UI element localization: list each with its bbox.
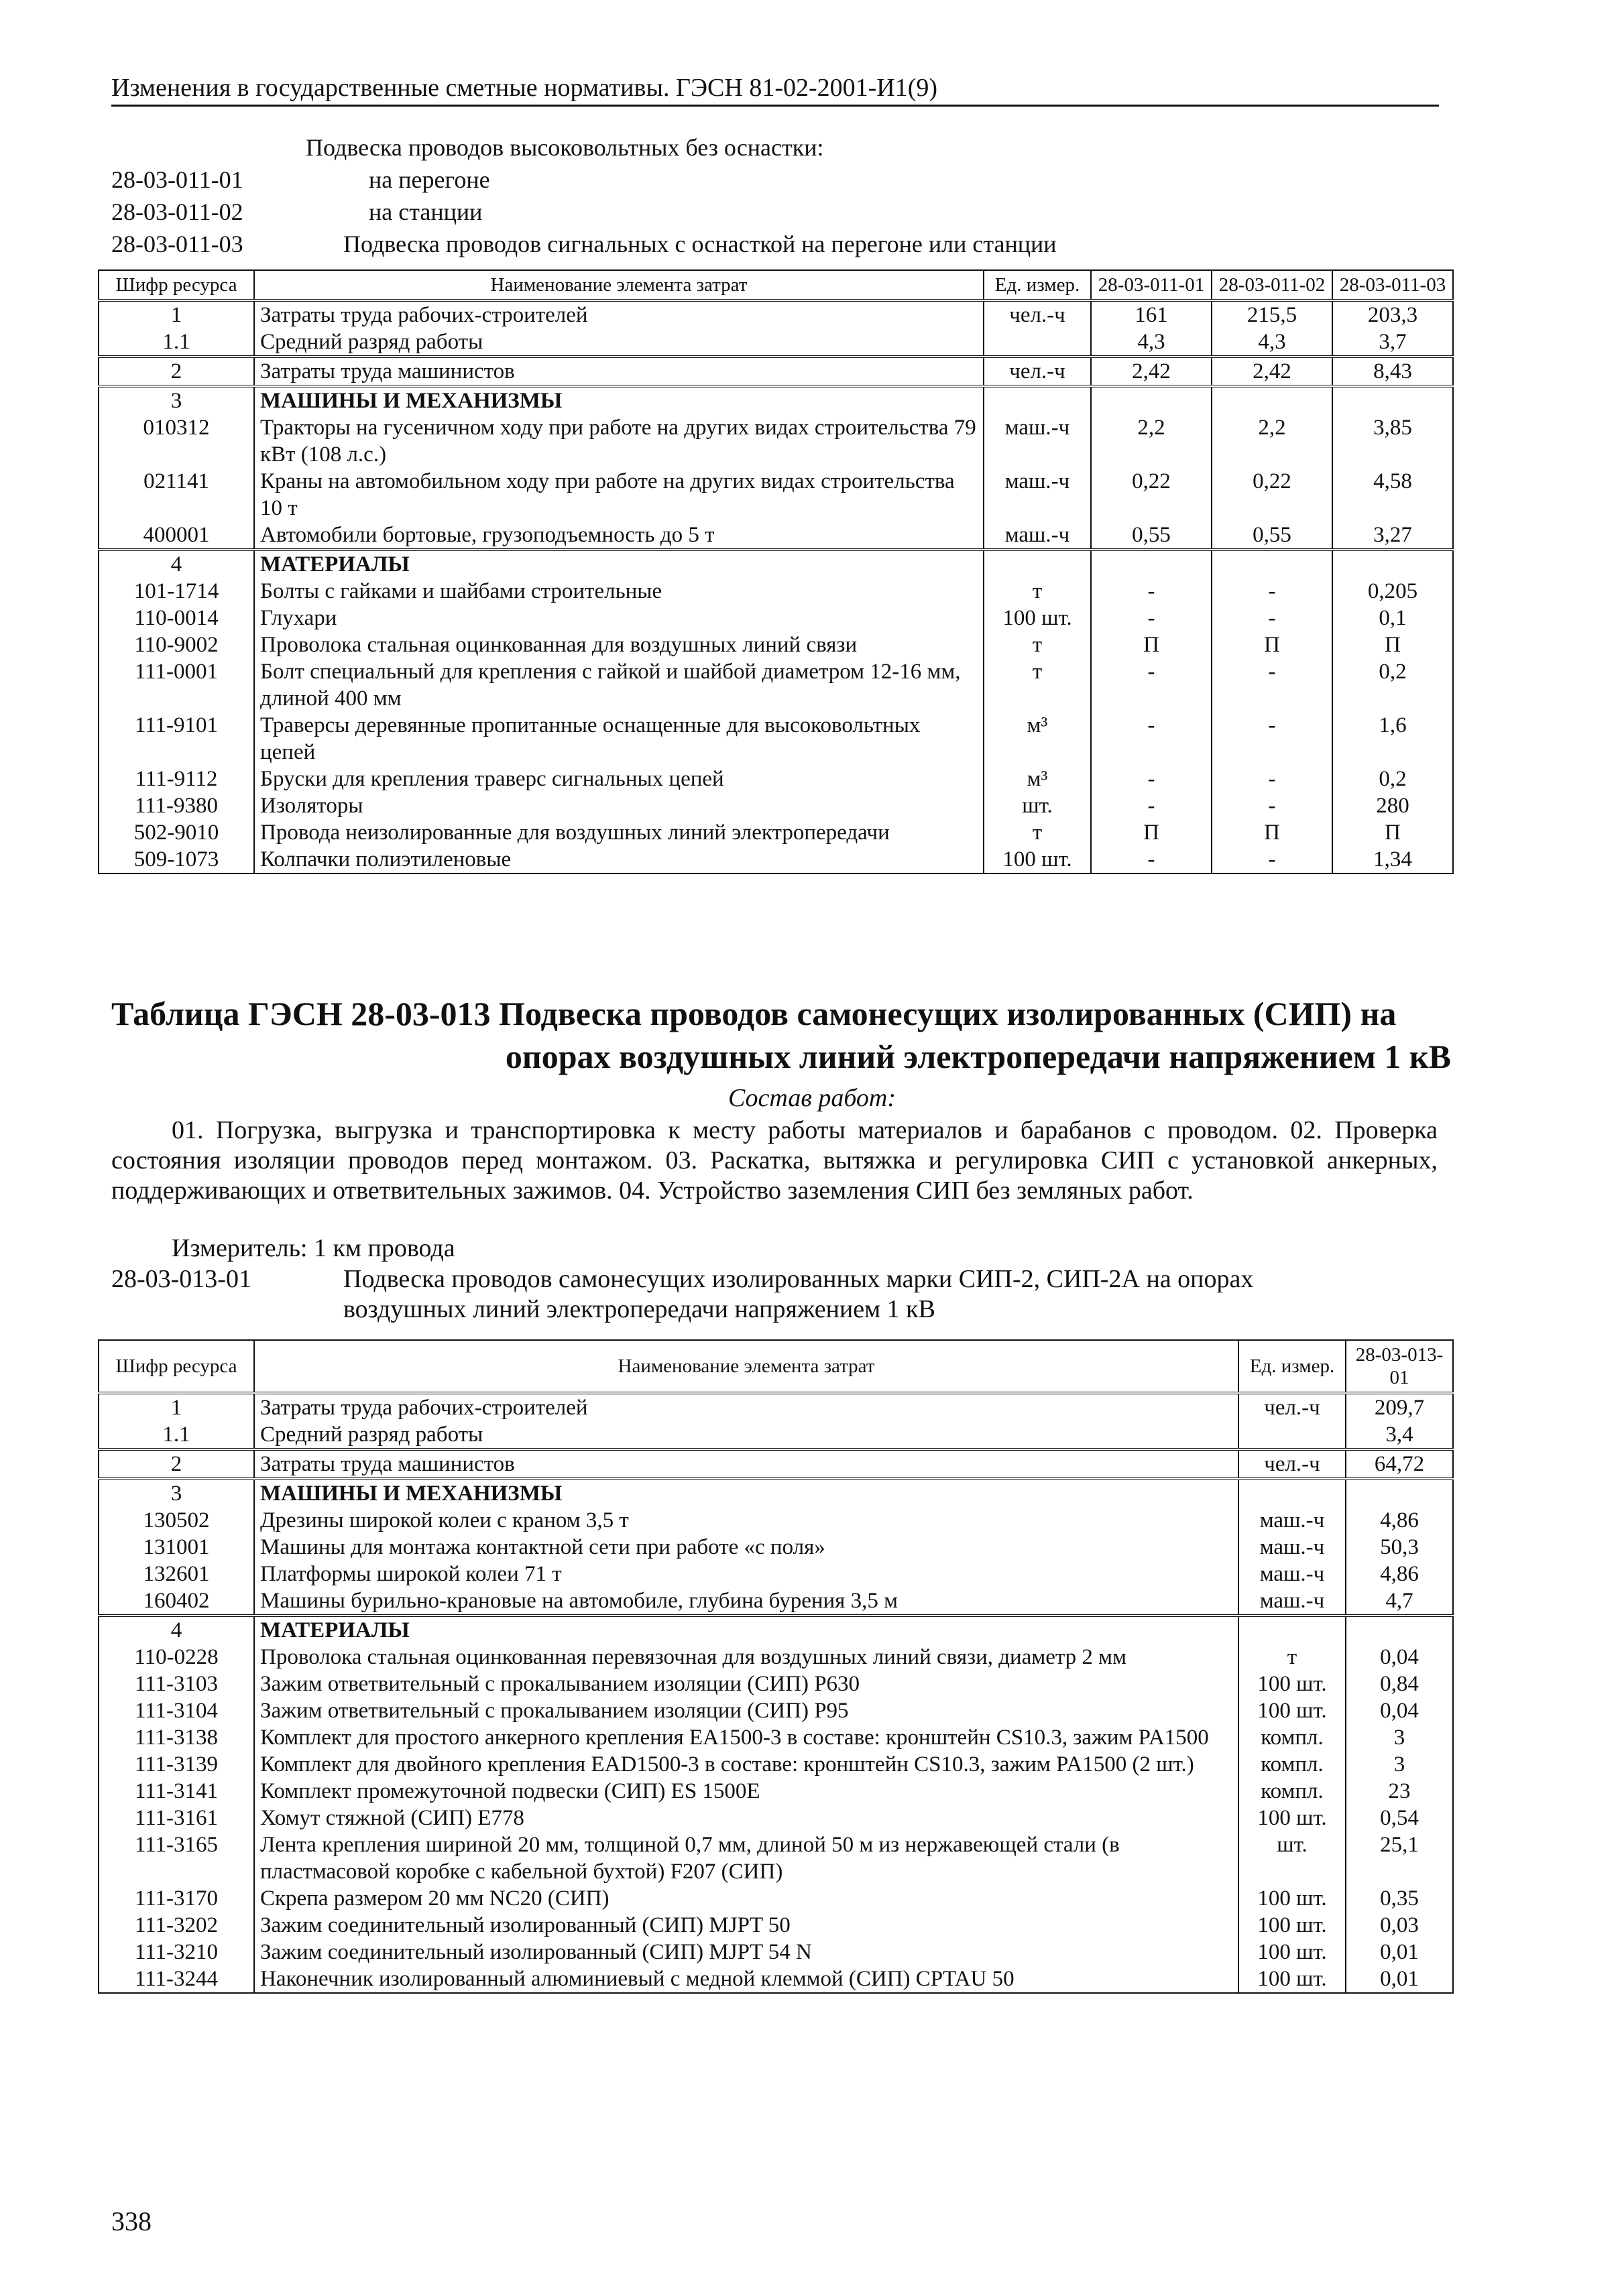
cell-code: 2	[99, 357, 254, 386]
cell-name: Зажим соединительный изолированный (СИП) MJPT 50	[254, 1912, 1238, 1939]
cell-value-3: 1,6	[1332, 712, 1453, 766]
resource-table-2	[98, 1339, 1454, 1994]
cell-unit	[1238, 1421, 1346, 1449]
cell-name: Комплект для простого анкерного крепления EA1500-3 в составе: кронштейн CS10.3, зажим PA1500	[254, 1724, 1238, 1751]
cell-value-2: -	[1212, 766, 1332, 792]
cell-value-1: 0,22	[1091, 468, 1212, 522]
cell-code: 110-0228	[99, 1644, 254, 1671]
cell-code: 111-3170	[99, 1885, 254, 1912]
cell-unit: компл.	[1238, 1724, 1346, 1751]
table-row	[99, 1507, 1453, 1534]
cell-code: 1	[99, 1393, 254, 1421]
cell-value-2: -	[1212, 658, 1332, 712]
cell-value-3: 280	[1332, 792, 1453, 819]
cell-code: 111-9112	[99, 766, 254, 792]
table-row	[99, 468, 1453, 522]
cell-code: 4	[99, 550, 254, 578]
cell-code: 1	[99, 300, 254, 328]
table-row	[99, 712, 1453, 766]
cell-unit: 100 шт.	[1238, 1671, 1346, 1697]
cell-unit: маш.-ч	[984, 414, 1091, 468]
cell-unit: компл.	[1238, 1751, 1346, 1778]
cell-value-1: 50,3	[1346, 1534, 1453, 1561]
table-row	[99, 300, 1453, 328]
cell-name: Затраты труда рабочих-строителей	[254, 1393, 1238, 1421]
cell-value-1: 3	[1346, 1724, 1453, 1751]
cell-value-3: П	[1332, 819, 1453, 846]
table-row	[99, 386, 1453, 414]
cell-value-1: 0,54	[1346, 1805, 1453, 1831]
cell-name: Дрезины широкой колеи с краном 3,5 т	[254, 1507, 1238, 1534]
title-line-2: опорах воздушных линий электропередачи напряжением 1 кВ	[505, 1038, 1451, 1075]
table-row	[99, 766, 1453, 792]
cell-code: 110-0014	[99, 605, 254, 631]
cell-value-3	[1332, 550, 1453, 578]
composition-label: Состав работ:	[728, 1084, 896, 1112]
cell-unit: м³	[984, 712, 1091, 766]
cell-name: МАТЕРИАЛЫ	[254, 550, 984, 578]
cell-name: Траверсы деревянные пропитанные оснащенные для высоковольтных цепей	[254, 712, 984, 766]
cell-unit: маш.-ч	[984, 522, 1091, 550]
cell-value-2: 2,42	[1212, 357, 1332, 386]
cell-name: Тракторы на гусеничном ходу при работе на других видах строительства 79 кВт (108 л.с.)	[254, 414, 984, 468]
cell-name: Провода неизолированные для воздушных линий электропередачи	[254, 819, 984, 846]
cell-name: Зажим соединительный изолированный (СИП) MJPT 54 N	[254, 1939, 1238, 1966]
cell-code: 111-9380	[99, 792, 254, 819]
table-row	[99, 658, 1453, 712]
cell-unit: 100 шт.	[984, 846, 1091, 873]
cell-unit: маш.-ч	[1238, 1507, 1346, 1534]
cell-value-1: 4,7	[1346, 1587, 1453, 1616]
cell-value-1: -	[1091, 578, 1212, 605]
table-row	[99, 846, 1453, 873]
table-row	[99, 1751, 1453, 1778]
cell-name: Колпачки полиэтиленовые	[254, 846, 984, 873]
cell-value-3: 1,34	[1332, 846, 1453, 873]
cell-value-3: 8,43	[1332, 357, 1453, 386]
cell-code: 111-3202	[99, 1912, 254, 1939]
cell-value-1: 0,01	[1346, 1939, 1453, 1966]
cell-unit: 100 шт.	[1238, 1912, 1346, 1939]
cell-name: Бруски для крепления траверс сигнальных цепей	[254, 766, 984, 792]
cell-name: Изоляторы	[254, 792, 984, 819]
work-code: 28-03-011-01	[111, 166, 243, 193]
table-row	[99, 1479, 1453, 1507]
intro-block	[111, 131, 1519, 260]
cell-value-1: -	[1091, 846, 1212, 873]
cell-code: 111-3244	[99, 1966, 254, 1993]
cell-value-2: 4,3	[1212, 328, 1332, 357]
cell-code: 502-9010	[99, 819, 254, 846]
cell-value-3: 0,2	[1332, 766, 1453, 792]
table-row	[99, 1939, 1453, 1966]
table-row	[99, 1616, 1453, 1644]
header-col-3: 28-03-011-03	[1332, 270, 1453, 300]
work-desc: на перегоне	[369, 166, 490, 193]
cell-code: 131001	[99, 1534, 254, 1561]
table-row	[99, 605, 1453, 631]
cell-unit	[1238, 1616, 1346, 1644]
cell-value-3: 0,2	[1332, 658, 1453, 712]
cell-unit: маш.-ч	[1238, 1534, 1346, 1561]
cell-unit	[1238, 1479, 1346, 1507]
cell-value-1	[1346, 1616, 1453, 1644]
cell-value-3: 3,27	[1332, 522, 1453, 550]
cell-unit	[984, 328, 1091, 357]
cell-value-2: П	[1212, 819, 1332, 846]
cell-value-1: 23	[1346, 1778, 1453, 1805]
cell-value-1: 0,04	[1346, 1697, 1453, 1724]
cell-value-3: 3,85	[1332, 414, 1453, 468]
cell-code: 111-3165	[99, 1831, 254, 1885]
table-row	[99, 414, 1453, 468]
header-col-2: 28-03-011-02	[1212, 270, 1332, 300]
cell-name: Машины бурильно-крановые на автомобиле, глубина бурения 3,5 м	[254, 1587, 1238, 1616]
header-name: Наименование элемента затрат	[254, 1340, 1238, 1393]
table-row	[99, 1724, 1453, 1751]
table-row	[99, 1831, 1453, 1885]
cell-name: Скрепа размером 20 мм NC20 (СИП)	[254, 1885, 1238, 1912]
cell-code: 111-0001	[99, 658, 254, 712]
cell-value-1: -	[1091, 766, 1212, 792]
cell-value-1	[1091, 550, 1212, 578]
table-row	[99, 1778, 1453, 1805]
cell-value-1: 0,35	[1346, 1885, 1453, 1912]
table-row	[99, 1966, 1453, 1993]
cell-code: 111-3161	[99, 1805, 254, 1831]
work-code: 28-03-011-03	[111, 231, 243, 257]
table-2-title	[111, 992, 1452, 1078]
cell-value-2: 0,22	[1212, 468, 1332, 522]
cell-name: Затраты труда машинистов	[254, 357, 984, 386]
cell-unit: т	[984, 819, 1091, 846]
cell-code: 4	[99, 1616, 254, 1644]
cell-value-1: 0,84	[1346, 1671, 1453, 1697]
cell-value-3: 203,3	[1332, 300, 1453, 328]
work-desc: Подвеска проводов самонесущих изолированных марки СИП-2, СИП-2А на опорах воздушных линий электропередачи напряжением 1 кВ	[343, 1265, 1254, 1323]
cell-unit: 100 шт.	[1238, 1939, 1346, 1966]
cell-value-1: 25,1	[1346, 1831, 1453, 1885]
header-unit: Ед. измер.	[1238, 1340, 1346, 1393]
table-row	[99, 1885, 1453, 1912]
cell-name: Затраты труда рабочих-строителей	[254, 300, 984, 328]
cell-value-1: 3,4	[1346, 1421, 1453, 1449]
work-code: 28-03-011-02	[111, 198, 243, 225]
cell-name: Зажим ответвительный с прокалыванием изоляции (СИП) P630	[254, 1671, 1238, 1697]
running-head: Изменения в государственные сметные нормативы. ГЭСН 81-02-2001-И1(9)	[111, 72, 1439, 107]
works-description: 01. Погрузка, выгрузка и транспортировка к месту работы материалов и барабанов с проводом. 02. Проверка состояния изоляции проводов перед монтажом. 03. Раскатка, вытяжка и регулировка СИП с установкой анкерных, поддерживающих и ответвительных зажимов. 04. Устройство заземления СИП без земляных работ.	[111, 1116, 1438, 1205]
cell-value-1: 4,86	[1346, 1561, 1453, 1587]
cell-value-1: -	[1091, 792, 1212, 819]
cell-value-1: 0,01	[1346, 1966, 1453, 1993]
cell-code: 021141	[99, 468, 254, 522]
table-row	[99, 792, 1453, 819]
cell-unit: 100 шт.	[1238, 1697, 1346, 1724]
cell-value-2	[1212, 386, 1332, 414]
table-row	[99, 1671, 1453, 1697]
cell-unit: т	[1238, 1644, 1346, 1671]
cell-code: 111-3103	[99, 1671, 254, 1697]
cell-code: 160402	[99, 1587, 254, 1616]
cell-name: Болты с гайками и шайбами строительные	[254, 578, 984, 605]
cell-unit: чел.-ч	[1238, 1449, 1346, 1479]
cell-name: Средний разряд работы	[254, 1421, 1238, 1449]
cell-unit: шт.	[984, 792, 1091, 819]
cell-value-3: 3,7	[1332, 328, 1453, 357]
cell-name: Проволока стальная оцинкованная перевязочная для воздушных линий связи, диаметр 2 мм	[254, 1644, 1238, 1671]
header-col-1: 28-03-013-01	[1346, 1340, 1453, 1393]
cell-name: Комплект промежуточной подвески (СИП) ES 1500E	[254, 1778, 1238, 1805]
cell-unit: чел.-ч	[984, 300, 1091, 328]
cell-value-1: 161	[1091, 300, 1212, 328]
cell-unit: маш.-ч	[984, 468, 1091, 522]
cell-name: МАТЕРИАЛЫ	[254, 1616, 1238, 1644]
cell-value-2: -	[1212, 578, 1332, 605]
work-code: 28-03-013-01	[111, 1265, 251, 1293]
cell-name: Комплект для двойного крепления EAD1500-3 в составе: кронштейн CS10.3, зажим PA1500 (2 шт.)	[254, 1751, 1238, 1778]
cell-name: МАШИНЫ И МЕХАНИЗМЫ	[254, 386, 984, 414]
cell-name: Средний разряд работы	[254, 328, 984, 357]
cell-unit	[984, 386, 1091, 414]
cell-code: 111-3141	[99, 1778, 254, 1805]
cell-unit: 100 шт.	[1238, 1805, 1346, 1831]
cell-value-2: -	[1212, 846, 1332, 873]
cell-code: 111-3104	[99, 1697, 254, 1724]
cell-unit: м³	[984, 766, 1091, 792]
table-row	[99, 1421, 1453, 1449]
table-row	[99, 1534, 1453, 1561]
cell-value-2	[1212, 550, 1332, 578]
header-code: Шифр ресурса	[99, 270, 254, 300]
cell-value-1: 0,55	[1091, 522, 1212, 550]
cell-value-2: 215,5	[1212, 300, 1332, 328]
cell-name: Автомобили бортовые, грузоподъемность до 5 т	[254, 522, 984, 550]
table-row	[99, 1697, 1453, 1724]
cell-name: Хомут стяжной (СИП) E778	[254, 1805, 1238, 1831]
cell-unit: т	[984, 631, 1091, 658]
cell-code: 1.1	[99, 328, 254, 357]
table-row	[99, 819, 1453, 846]
cell-value-2: 2,2	[1212, 414, 1332, 468]
cell-name: Наконечник изолированный алюминиевый с медной клеммой (СИП) CPTAU 50	[254, 1966, 1238, 1993]
cell-value-1: 0,03	[1346, 1912, 1453, 1939]
cell-unit: шт.	[1238, 1831, 1346, 1885]
header-name: Наименование элемента затрат	[254, 270, 984, 300]
cell-value-1: 64,72	[1346, 1449, 1453, 1479]
measure-unit: Измеритель: 1 км провода	[172, 1234, 455, 1262]
page-number: 338	[111, 2206, 152, 2236]
cell-code: 111-9101	[99, 712, 254, 766]
cell-code: 130502	[99, 1507, 254, 1534]
cell-value-1: 209,7	[1346, 1393, 1453, 1421]
table-row	[99, 1393, 1453, 1421]
cell-value-1: 3	[1346, 1751, 1453, 1778]
title-line-1: Таблица ГЭСН 28-03-013 Подвеска проводов самонесущих изолированных (СИП) на	[111, 995, 1397, 1032]
table-row	[99, 522, 1453, 550]
cell-code: 110-9002	[99, 631, 254, 658]
cell-name: Болт специальный для крепления с гайкой и шайбой диаметром 12-16 мм, длиной 400 мм	[254, 658, 984, 712]
cell-code: 2	[99, 1449, 254, 1479]
cell-code: 111-3139	[99, 1751, 254, 1778]
table-row	[99, 1561, 1453, 1587]
cell-value-3: 4,58	[1332, 468, 1453, 522]
table-row	[99, 550, 1453, 578]
cell-value-1: -	[1091, 658, 1212, 712]
cell-name: Платформы широкой колеи 71 т	[254, 1561, 1238, 1587]
cell-code: 101-1714	[99, 578, 254, 605]
cell-value-1: -	[1091, 712, 1212, 766]
cell-name: Лента крепления шириной 20 мм, толщиной 0,7 мм, длиной 50 м из нержавеющей стали (в пластмасовой коробке с кабельной бухтой) F207 (СИП)	[254, 1831, 1238, 1885]
cell-value-1: П	[1091, 631, 1212, 658]
cell-value-1	[1091, 386, 1212, 414]
cell-code: 111-3138	[99, 1724, 254, 1751]
work-desc: Подвеска проводов сигнальных с оснасткой на перегоне или станции	[343, 231, 1057, 257]
cell-unit: 100 шт.	[1238, 1885, 1346, 1912]
cell-code: 111-3210	[99, 1939, 254, 1966]
cell-code: 400001	[99, 522, 254, 550]
cell-unit: чел.-ч	[984, 357, 1091, 386]
work-desc: на станции	[369, 198, 483, 225]
cell-value-1: 4,86	[1346, 1507, 1453, 1534]
cell-value-2: -	[1212, 605, 1332, 631]
table-row	[99, 1587, 1453, 1616]
cell-value-2: 0,55	[1212, 522, 1332, 550]
cell-unit: маш.-ч	[1238, 1561, 1346, 1587]
cell-name: Глухари	[254, 605, 984, 631]
cell-name: МАШИНЫ И МЕХАНИЗМЫ	[254, 1479, 1238, 1507]
resource-table-1	[98, 269, 1454, 874]
cell-code: 3	[99, 1479, 254, 1507]
cell-unit: 100 шт.	[1238, 1966, 1346, 1993]
cell-value-1: -	[1091, 605, 1212, 631]
table-row	[99, 328, 1453, 357]
cell-name: Проволока стальная оцинкованная для воздушных линий связи	[254, 631, 984, 658]
cell-name: Затраты труда машинистов	[254, 1449, 1238, 1479]
header-col-1: 28-03-011-01	[1091, 270, 1212, 300]
table-row	[99, 578, 1453, 605]
intro-line: Подвеска проводов высоковольтных без оснастки:	[306, 134, 824, 161]
cell-code: 132601	[99, 1561, 254, 1587]
cell-unit	[984, 550, 1091, 578]
cell-value-2: -	[1212, 712, 1332, 766]
cell-value-1: 4,3	[1091, 328, 1212, 357]
cell-value-1: 2,42	[1091, 357, 1212, 386]
cell-name: Зажим ответвительный с прокалыванием изоляции (СИП) P95	[254, 1697, 1238, 1724]
table-row	[99, 357, 1453, 386]
table-row	[99, 1912, 1453, 1939]
cell-value-3: 0,1	[1332, 605, 1453, 631]
cell-code: 3	[99, 386, 254, 414]
cell-value-3: П	[1332, 631, 1453, 658]
cell-name: Машины для монтажа контактной сети при работе «с поля»	[254, 1534, 1238, 1561]
cell-unit: чел.-ч	[1238, 1393, 1346, 1421]
cell-value-1: 2,2	[1091, 414, 1212, 468]
table-row	[99, 1805, 1453, 1831]
cell-unit: компл.	[1238, 1778, 1346, 1805]
cell-name: Краны на автомобильном ходу при работе на других видах строительства 10 т	[254, 468, 984, 522]
table-row	[99, 1644, 1453, 1671]
cell-value-3: 0,205	[1332, 578, 1453, 605]
header-unit: Ед. измер.	[984, 270, 1091, 300]
cell-unit: т	[984, 658, 1091, 712]
table-row	[99, 1449, 1453, 1479]
cell-code: 509-1073	[99, 846, 254, 873]
cell-value-3	[1332, 386, 1453, 414]
cell-unit: маш.-ч	[1238, 1587, 1346, 1616]
table-row	[99, 631, 1453, 658]
cell-unit: 100 шт.	[984, 605, 1091, 631]
cell-unit: т	[984, 578, 1091, 605]
header-code: Шифр ресурса	[99, 1340, 254, 1393]
cell-value-2: -	[1212, 792, 1332, 819]
cell-code: 1.1	[99, 1421, 254, 1449]
cell-value-1	[1346, 1479, 1453, 1507]
cell-value-2: П	[1212, 631, 1332, 658]
cell-value-1: П	[1091, 819, 1212, 846]
cell-value-1: 0,04	[1346, 1644, 1453, 1671]
cell-code: 010312	[99, 414, 254, 468]
